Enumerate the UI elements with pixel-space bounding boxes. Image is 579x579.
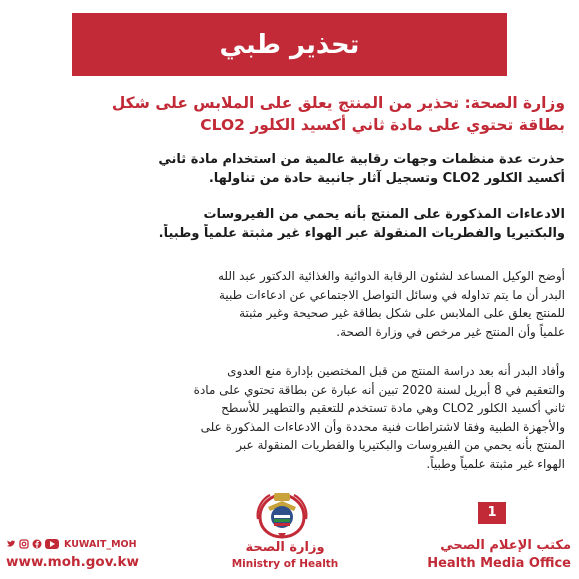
body-line: للمنتج يعلق على الملابس على شكل بطاقة غير صحيحة وغير مثبتة: [239, 306, 565, 320]
lead-line: حذرت عدة منظمات وجهات رقابية عالمية من استخدام مادة ثاني: [158, 152, 565, 167]
body-line: أوضح الوكيل المساعد لشئون الرقابة الدوائية والغذائية الدكتور عبد الله: [217, 269, 565, 283]
headline-line: بطاقة تحتوي على مادة ثاني أكسيد الكلور CLO2: [200, 116, 565, 134]
headline-line: وزارة الصحة: تحذير من المنتج يعلق على الملابس على شكل: [111, 94, 565, 112]
ministry-emblem-icon: [250, 489, 314, 541]
ministry-name-en: Ministry of Health: [231, 558, 339, 570]
lead-line: أكسيد الكلور CLO2 وتسجيل آثار جانبية حادة من تناولها.: [208, 171, 565, 186]
instagram-icon[interactable]: [19, 539, 29, 549]
body-line: والتعقيم في 8 أبريل لسنة 2020 تبين أنه عبارة عن بطاقة تحتوي على مادة: [193, 382, 565, 397]
body-line: علمياً وأن المنتج غير مرخص في وزارة الصحة.: [336, 324, 565, 339]
website-link[interactable]: www.moh.gov.kw: [6, 554, 139, 570]
lead-paragraph-2: [33, 205, 565, 243]
page-number-badge: 1: [478, 502, 506, 524]
lead-line: والبكتيريا والفطريات المنقولة عبر الهواء غير مثبتة علمياً وطبياً.: [158, 226, 565, 241]
social-footer: [6, 537, 176, 570]
twitter-icon[interactable]: [6, 539, 16, 549]
youtube-icon[interactable]: [45, 539, 59, 549]
headline: [40, 92, 565, 136]
office-name-en: Health Media Office: [427, 556, 571, 571]
body-line: وأفاد البدر أنه بعد دراسة المنتج من قبل المختصين بإدارة منع العدوى: [227, 364, 565, 378]
social-handle[interactable]: KUWAIT_MOH: [64, 538, 137, 550]
lead-paragraph-1: [33, 150, 565, 188]
social-links: [6, 537, 176, 551]
ministry-name-ar: وزارة الصحة: [245, 540, 325, 555]
office-name-ar: مكتب الإعلام الصحي: [440, 538, 571, 553]
banner-title: تحذير طبي: [219, 29, 360, 60]
body-line: المنتج بأنه يحمي من الفيروسات والبكتيريا والفطريات المنقولة عبر: [236, 438, 565, 452]
body-paragraph-1: [33, 267, 565, 341]
lead-line: الادعاءات المذكورة على المنتج بأنه يحمي من الفيروسات: [203, 207, 565, 222]
body-line: والأجهزة الطبية وفقا لاشتراطات فنية محددة وأن الادعاءات المذكورة على: [200, 419, 565, 434]
body-line: البدر أن ما يتم تداوله في وسائل التواصل الاجتماعي عن ادعاءات طبية: [218, 287, 565, 302]
title-banner: [72, 13, 507, 76]
body-paragraph-2: [33, 362, 565, 473]
body-line: الهواء غير مثبتة علمياً وطبياً.: [426, 456, 565, 471]
facebook-icon[interactable]: [32, 539, 42, 549]
body-line: ثاني أكسيد الكلور CLO2 وهي مادة تستخدم للتعقيم والتطهير للأسطح: [221, 401, 565, 415]
